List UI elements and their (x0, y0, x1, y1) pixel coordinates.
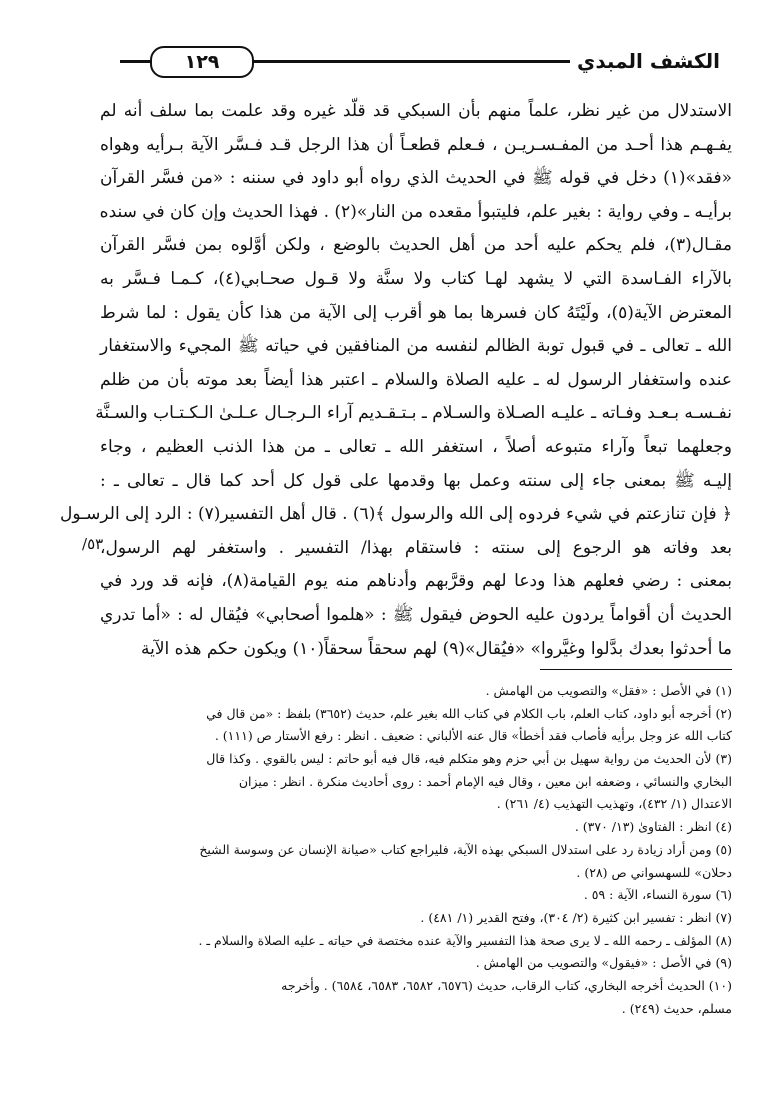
text-line: عنده واستغفار الرسول له ـ عليه الصلاة والسلام ـ اعتبر هذا أيضاً بعد موته بأن من ظلم (100, 369, 732, 390)
footnote-line: (٥) ومن أراد زيادة رد على استدلال السبكي بهذه الآية، فليراجع كتاب «صيانة الإنسان عن وسوسة الشيخ (199, 841, 732, 857)
text-line: بعد وفاته هو الرجوع إلى سنته : فاستقام بهذا/ التفسير . واستغفر لهم الرسول، (100, 537, 732, 558)
text-line: بالآراء الفـاسدة التي لا يشهد لهـا كتاب ولا سنَّة ولا قـول صحـابي(٤)، كـمـا فـسَّر به (100, 268, 732, 289)
footnote-line: (١) في الأصل : «فقل» والتصويب من الهامش . (485, 683, 732, 698)
footnote-line: البخاري والنسائي ، وضعفه ابن معين ، وقال فيه الإمام أحمد : روى أحاديث منكرة . انظر : ميزان (238, 773, 732, 789)
footnote-line: (٧) انظر : تفسير ابن كثيرة (٢/ ٣٠٤)، وفتح القدير (١/ ٤٨١) . (420, 909, 732, 925)
footnote-line: (١٠) الحديث أخرجه البخاري، كتاب الرقاب، حديث (٦٥٧٦، ٦٥٨٢، ٦٥٨٣، ٦٥٨٤) . وأخرجه (281, 977, 732, 993)
footnote-line: دحلان» للسهسواني ص (٢٨) . (576, 864, 732, 880)
text-line: يفـهـم هذا أحـد من المفـسـريـن ، فـعلم قطعـاً أن هذا الرجل قـد فـسَّر الآية بـرأيه وهواه (100, 134, 732, 155)
text-line: الحديث أن أقواماً يردون عليه الحوض فيقول ﷺ : «هلموا أصحابي» فيُقال له : «أما تدري (100, 604, 732, 625)
footnote-line: مسلم، حديث (٢٤٩) . (621, 1000, 732, 1016)
running-title: الكشف المبدي (577, 49, 720, 73)
text-line: ما أحدثوا بعدك بدَّلوا وغيَّروا» «فيُقال»(٩) لهم سحقاً سحقاً(١٠) ويكون حكم هذه الآية (140, 638, 732, 659)
margin-page-reference: ٥٣/ (82, 535, 104, 553)
text-line: مقـال(٣)، فلم يحكم عليه أحد من أهل الحديث بالوضع ، ولكن أوَّلوه بمن فسَّر القرآن (100, 235, 732, 256)
text-line: ﴿ فإن تنازعتم في شيء فردوه إلى الله والرسول ﴾(٦) . قال أهل التفسير(٧) : الرد إلى الرسـول (60, 504, 732, 525)
footnote-line: الاعتدال (١/ ٤٣٢)، وتهذيب التهذيب (٤/ ٢٦١) . (496, 796, 732, 812)
footnote-line: كتاب الله عز وجل برأيه فأصاب فقد أخطأ» قال عنه الألباني : ضعيف . انظر : رفع الأستار ص (١١١) . (214, 728, 732, 744)
text-line: الاستدلال من غير نظر، علماً منهم بأن السبكي قد قلّد غيره وقد علمت بما سلف أنه لم (100, 101, 732, 121)
text-line: المعترض الآية(٥)، ولَيْتَهُ كان فسرها بما هو أقرب إلى الآية من هذا كأن يقول : لما شرط (100, 302, 733, 323)
text-line: «فقد»(١) دخل في قوله ﷺ في الحديث الذي رواه أبو داود في سننه : «من فسَّر القرآن (100, 168, 732, 189)
text-line: نفـسـه بـعـد وفـاته ـ عليـه الصـلاة والسـلام ـ بـتـقـديم آراء الـرجـال عـلـىٰ الـكـتـاب والسـنَّة (95, 403, 732, 424)
footnote-separator (540, 669, 732, 670)
footnotes (100, 680, 732, 1020)
footnote-line: (٨) المؤلف ـ رحمه الله ـ لا يرى صحة هذا التفسير والآية عنده مختصة في حياته ـ عليه الصلاة والسلام ـ . (198, 932, 732, 948)
page-number: ١٢٩ (150, 46, 254, 78)
text-line: وجعلهما تبعاً وآراء متبوعه أصلاً ، استغفر الله ـ تعالى ـ من هذا الذنب العظيم ، وجاء (100, 436, 732, 457)
text-line: الله ـ تعالى ـ في قبول توبة الظالم لنفسه من المنافقين في حياته ﷺ المجيء والاستغفار (100, 336, 732, 357)
footnote-line: (٢) أخرجه أبو داود، كتاب العلم، باب الكلام في كتاب الله بغير علم، حديث (٣٦٥٢) بلفظ : «من قال في (206, 705, 732, 721)
footnote-line: (٦) سورة النساء، الآية : ٥٩ . (583, 887, 732, 903)
footnote-line: (٩) في الأصل : «فيقول» والتصويب من الهامش . (475, 955, 732, 971)
footnote-line: (٣) لأن الحديث من رواية سهيل بن أبي حزم وهو متكلم فيه، قال فيه أبو حاتم : ليس بالقوي . وكذا قال (206, 751, 732, 767)
text-line: برأيـه ـ وفي رواية : بغير علم، فليتبوأ مقعده من النار»(٢) . فهذا الحديث وإن كان في سنده (99, 201, 732, 222)
page-header (120, 46, 720, 76)
footnote-line: (٤) انظر : الفتاوىٰ (١٣/ ٣٧٠) . (574, 819, 732, 835)
text-line: إليـه ﷺ بمعنى جاء إلى سنته وعمل بها وقدمها على قول كل أحد كما قال ـ تعالى ـ : (100, 470, 732, 491)
text-line: بمعنى : رضي فعلهم هذا ودعا لهم وقرَّبهم وأدناهم منه يوم القيامة(٨)، فإنه قد ورد في (100, 571, 732, 592)
